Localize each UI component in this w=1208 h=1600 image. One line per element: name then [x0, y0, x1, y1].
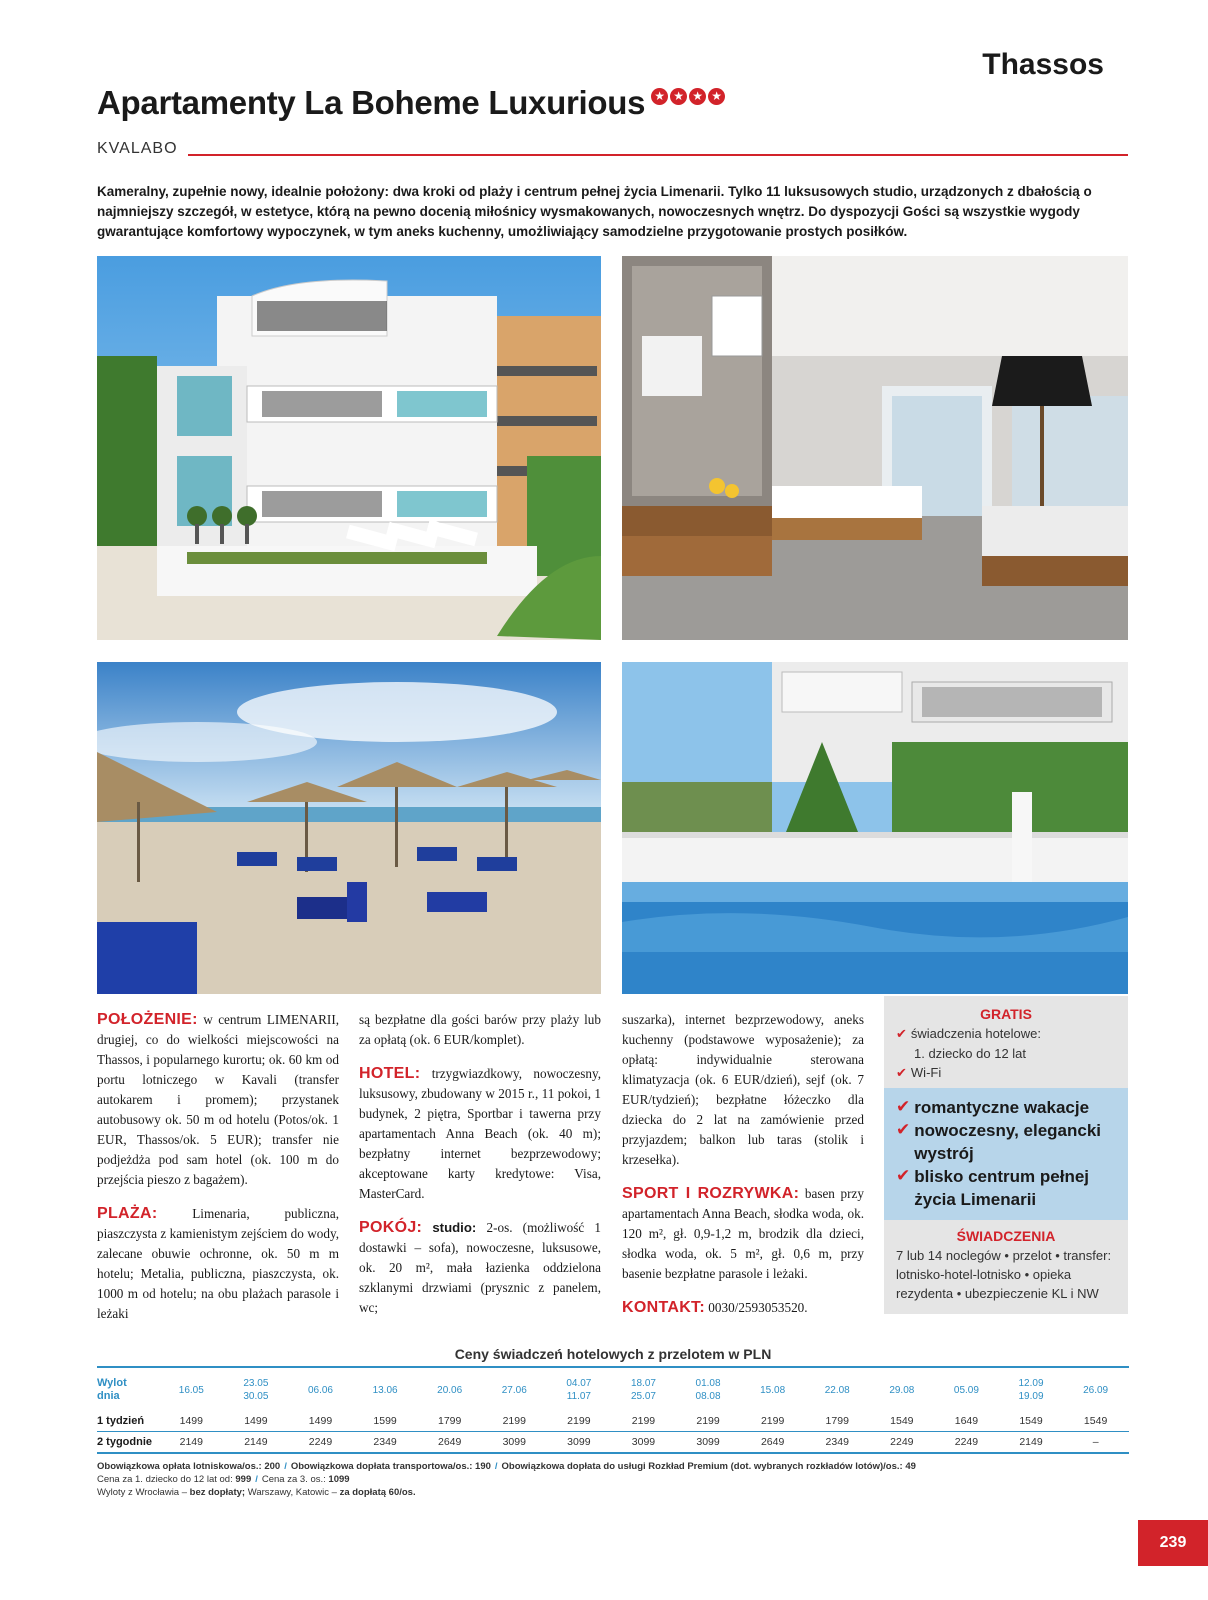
swiadczenia-box — [884, 1220, 1128, 1314]
gratis-title: GRATIS — [980, 1006, 1032, 1022]
gratis-item: ✔ Wi-Fi — [896, 1065, 942, 1081]
section-text-plaza-cont: są bezpłatne dla gości barów przy plaży lub za opłatą (ok. 6 EUR/komplet). — [359, 1012, 601, 1047]
star-icon: ★ — [670, 88, 687, 105]
date-cell: 01.08 08.08 — [695, 1378, 721, 1402]
header-divider — [188, 154, 1128, 156]
checkmark-icon: ✔ — [896, 1120, 911, 1140]
section-text-plaza: Limenaria, publiczna, piaszczysta z kamienistym zejściem do wody, zalecane obuwie ochronne, ok. 50 m m hotelu; Metalia, publiczna, piaszczysta, ok. 1000 m od hotelu; na obu plażach parasole i leżaki — [97, 1206, 340, 1321]
price-cell: 3099 — [502, 1436, 526, 1448]
photo-studio-interior — [622, 256, 1128, 640]
region-title: Thassos — [982, 48, 1104, 81]
checkmark-icon: ✔ — [896, 1027, 907, 1042]
price-cell: 1649 — [954, 1414, 979, 1427]
date-cell: 27.06 — [501, 1384, 527, 1396]
section-label-plaza: PLAŻA: — [97, 1205, 158, 1222]
price-table — [97, 1370, 1129, 1454]
description-column-1 — [97, 1010, 339, 1338]
price-cell: 2649 — [760, 1436, 785, 1448]
section-sublabel-pokoj: studio: — [432, 1220, 477, 1235]
price-cell: 2199 — [567, 1414, 591, 1427]
price-row-1-week — [97, 1410, 1129, 1432]
price-cell: 1549 — [890, 1414, 914, 1427]
location-label: KVALABO — [97, 140, 178, 157]
gratis-box — [884, 996, 1128, 1088]
highlights-box — [884, 1088, 1128, 1220]
fee-line: Obowiązkowa opłata lotniskowa/os.: 200 / Obowiązkowa dopłata transportowa/os.: 190 / Obowiązkowa dopłata do usługi Rozkład Premium (dot. wybranych rozkładów lotów)/os.: 49 — [97, 1461, 916, 1472]
date-cell: 20.06 — [437, 1384, 463, 1396]
price-table-header — [97, 1370, 1129, 1410]
price-cell: 2249 — [308, 1436, 333, 1448]
description-column-3 — [622, 1010, 864, 1332]
price-cell: 1499 — [244, 1414, 268, 1427]
price-cell: 2249 — [890, 1436, 914, 1448]
star-rating — [651, 88, 727, 105]
intro-paragraph: Kameralny, zupełnie nowy, idealnie położony: dwa kroki od plaży i centrum pełnej życia Limenarii. Tylko 11 luksusowych studio, urządzonych z dbałością o najmniejszy szczegół, w estetyce, którą na pewno docenią miłośnicy wysmakowanych, nowoczesnych wnętrz. Do dyspozycji Gości są wszystkie wygody gwarantujące komfortowy wypoczynek, w tym aneks kuchenny, umożliwiający samodzielne przygotowanie prostych posiłków. — [97, 184, 1092, 239]
gratis-item: ✔ świadczenia hotelowe: — [896, 1026, 1041, 1042]
photo-beach — [97, 662, 601, 994]
row-label: 1 tydzień — [97, 1414, 145, 1427]
section-label-hotel: HOTEL: — [359, 1065, 421, 1082]
checkmark-icon: ✔ — [896, 1066, 907, 1081]
section-text-polozenie: w centrum LIMENARII, drugiej, co do wielkości miejscowości na Thassos, i popularnego kurortu; ok. 60 km od portu lotniczego w Kavali (transfer autokarem i promem); przystanek autobusowy ok. 50 m od hotelu (Potos/ok. 1 EUR, Thassos/ok. 5 EUR); transfer nie podjeżdża pod sam hotel (ok. 100 m do przejścia pieszo z bagażem). — [97, 1012, 340, 1187]
photo-building-exterior — [97, 256, 601, 640]
date-cell: 15.08 — [760, 1384, 786, 1396]
price-notes — [97, 1460, 1129, 1499]
price-cell: 3099 — [567, 1436, 591, 1448]
price-table-title: Ceny świadczeń hotelowych z przelotem w PLN — [454, 1346, 772, 1362]
child-price-line: Cena za 1. dziecko do 12 lat od: 999 / Cena za 3. os.: 1099 — [97, 1474, 350, 1485]
gratis-subitem: 1. dziecko do 12 lat — [914, 1046, 1027, 1061]
section-label-pokoj: POKÓJ: — [359, 1219, 423, 1236]
star-icon: ★ — [689, 88, 706, 105]
price-cell: 1549 — [1083, 1414, 1108, 1427]
price-cell: 3099 — [696, 1436, 720, 1448]
price-cell: 2149 — [179, 1436, 203, 1448]
date-cell: 13.06 — [372, 1384, 398, 1396]
date-cell: 23.05 30.05 — [243, 1378, 269, 1402]
hotel-title-row — [97, 84, 727, 122]
price-header-label: Wylot dnia — [97, 1377, 127, 1402]
price-cell: 1599 — [373, 1414, 397, 1427]
price-cell: 1549 — [1019, 1414, 1043, 1427]
date-cell: 04.07 11.07 — [566, 1378, 592, 1402]
star-icon: ★ — [651, 88, 668, 105]
section-text-kontakt: 0030/2593053520. — [708, 1300, 808, 1315]
hotel-name: Apartamenty La Boheme Luxurious — [97, 84, 646, 121]
date-cell: 12.09 19.09 — [1018, 1378, 1044, 1402]
star-icon: ★ — [708, 88, 725, 105]
section-text-pokoj-cont: suszarka), internet bezprzewodowy, aneks kuchenny (podstawowe wyposażenie); za opłatą: indywidualnie sterowana klimatyzacja (ok. 6 EUR/dzień), sejf (ok. 7 EUR/tydzień); bezpłatne łóżeczko dla dziecka do 2 lat na zamówienie przed przyjazdem; balkon lub taras (stolik i krzesełka). — [622, 1012, 864, 1167]
swiadczenia-text: 7 lub 14 noclegów • przelot • transfer: lotnisko-hotel-lotnisko • opieka rezydenta • ubezpieczenie KL i NW — [896, 1248, 1112, 1301]
price-cell: 1499 — [179, 1414, 203, 1427]
price-cell: 2649 — [437, 1436, 462, 1448]
swiadczenia-title: ŚWIADCZENIA — [956, 1228, 1056, 1244]
section-text-hotel: trzygwiazdkowy, nowoczesny, luksusowy, zbudowany w 2015 r., 11 pokoi, 1 budynek, 2 piętra, Sportbar i tawerna przy apartamentach Anna Beach (ok. 40 m); bezpłatny internet bezprzewodowy; akceptowane karty kredytowe: Visa, MasterCard. — [359, 1066, 601, 1201]
checkmark-icon: ✔ — [896, 1166, 911, 1186]
date-cell: 16.05 — [178, 1384, 204, 1396]
price-cell: 1799 — [437, 1414, 462, 1427]
price-cell: 2199 — [502, 1414, 526, 1427]
price-cell: 2349 — [373, 1436, 397, 1448]
price-cell: 1799 — [825, 1414, 849, 1427]
date-cell: 29.08 — [889, 1384, 915, 1396]
price-cell: 2199 — [696, 1414, 720, 1427]
price-cell: 2149 — [244, 1436, 268, 1448]
highlight-item: ✔ nowoczesny, elegancki wystrój — [896, 1120, 1102, 1163]
date-cell: 06.06 — [307, 1384, 333, 1396]
photo-pool — [622, 662, 1128, 994]
section-label-sport: SPORT I ROZRYWKA: — [622, 1185, 800, 1202]
price-cell: 2199 — [760, 1414, 785, 1427]
date-cell: 05.09 — [953, 1384, 979, 1396]
section-text-sport: basen przy apartamentach Anna Beach, słodka woda, ok. 120 m², gł. 0,9-1,2 m, brodzik dla dzieci, słodka woda, ok. 5 m², gł. 0,6 m, przy basenie bezpłatne parasole i leżaki. — [622, 1186, 864, 1281]
date-cell: 18.07 25.07 — [630, 1378, 656, 1402]
highlight-item: ✔ romantyczne wakacje — [896, 1097, 1090, 1117]
price-cell: 2249 — [954, 1436, 979, 1448]
price-cell: 3099 — [631, 1436, 656, 1448]
page-number: 239 — [1138, 1520, 1208, 1566]
section-label-kontakt: KONTAKT: — [622, 1299, 705, 1316]
price-cell: – — [1092, 1436, 1099, 1448]
description-column-2 — [359, 1010, 601, 1332]
price-cell: 2199 — [631, 1414, 656, 1427]
price-cell: 1499 — [308, 1414, 333, 1427]
flights-line: Wyloty z Wrocławia – bez dopłaty; Warszawy, Katowic – za dopłatą 60/os. — [97, 1487, 416, 1498]
price-cell: 2349 — [825, 1436, 849, 1448]
price-table-rule — [97, 1366, 1129, 1368]
date-cell: 22.08 — [824, 1384, 850, 1396]
section-label-polozenie: POŁOŻENIE: — [97, 1011, 198, 1028]
section-text-pokoj: 2-os. (możliwość 1 dostawki – sofa), nowoczesne, luksusowe, ok. 20 m², mała łazienka oddzielona szklanymi drzwiami (prysznic z panelem, wc; — [359, 1220, 601, 1315]
date-cell: 26.09 — [1083, 1384, 1109, 1396]
highlight-item: ✔ blisko centrum pełnej życia Limenarii — [896, 1166, 1090, 1209]
price-cell: 2149 — [1019, 1436, 1043, 1448]
checkmark-icon: ✔ — [896, 1097, 911, 1117]
price-row-2-weeks — [97, 1432, 1129, 1454]
row-label: 2 tygodnie — [97, 1436, 153, 1448]
